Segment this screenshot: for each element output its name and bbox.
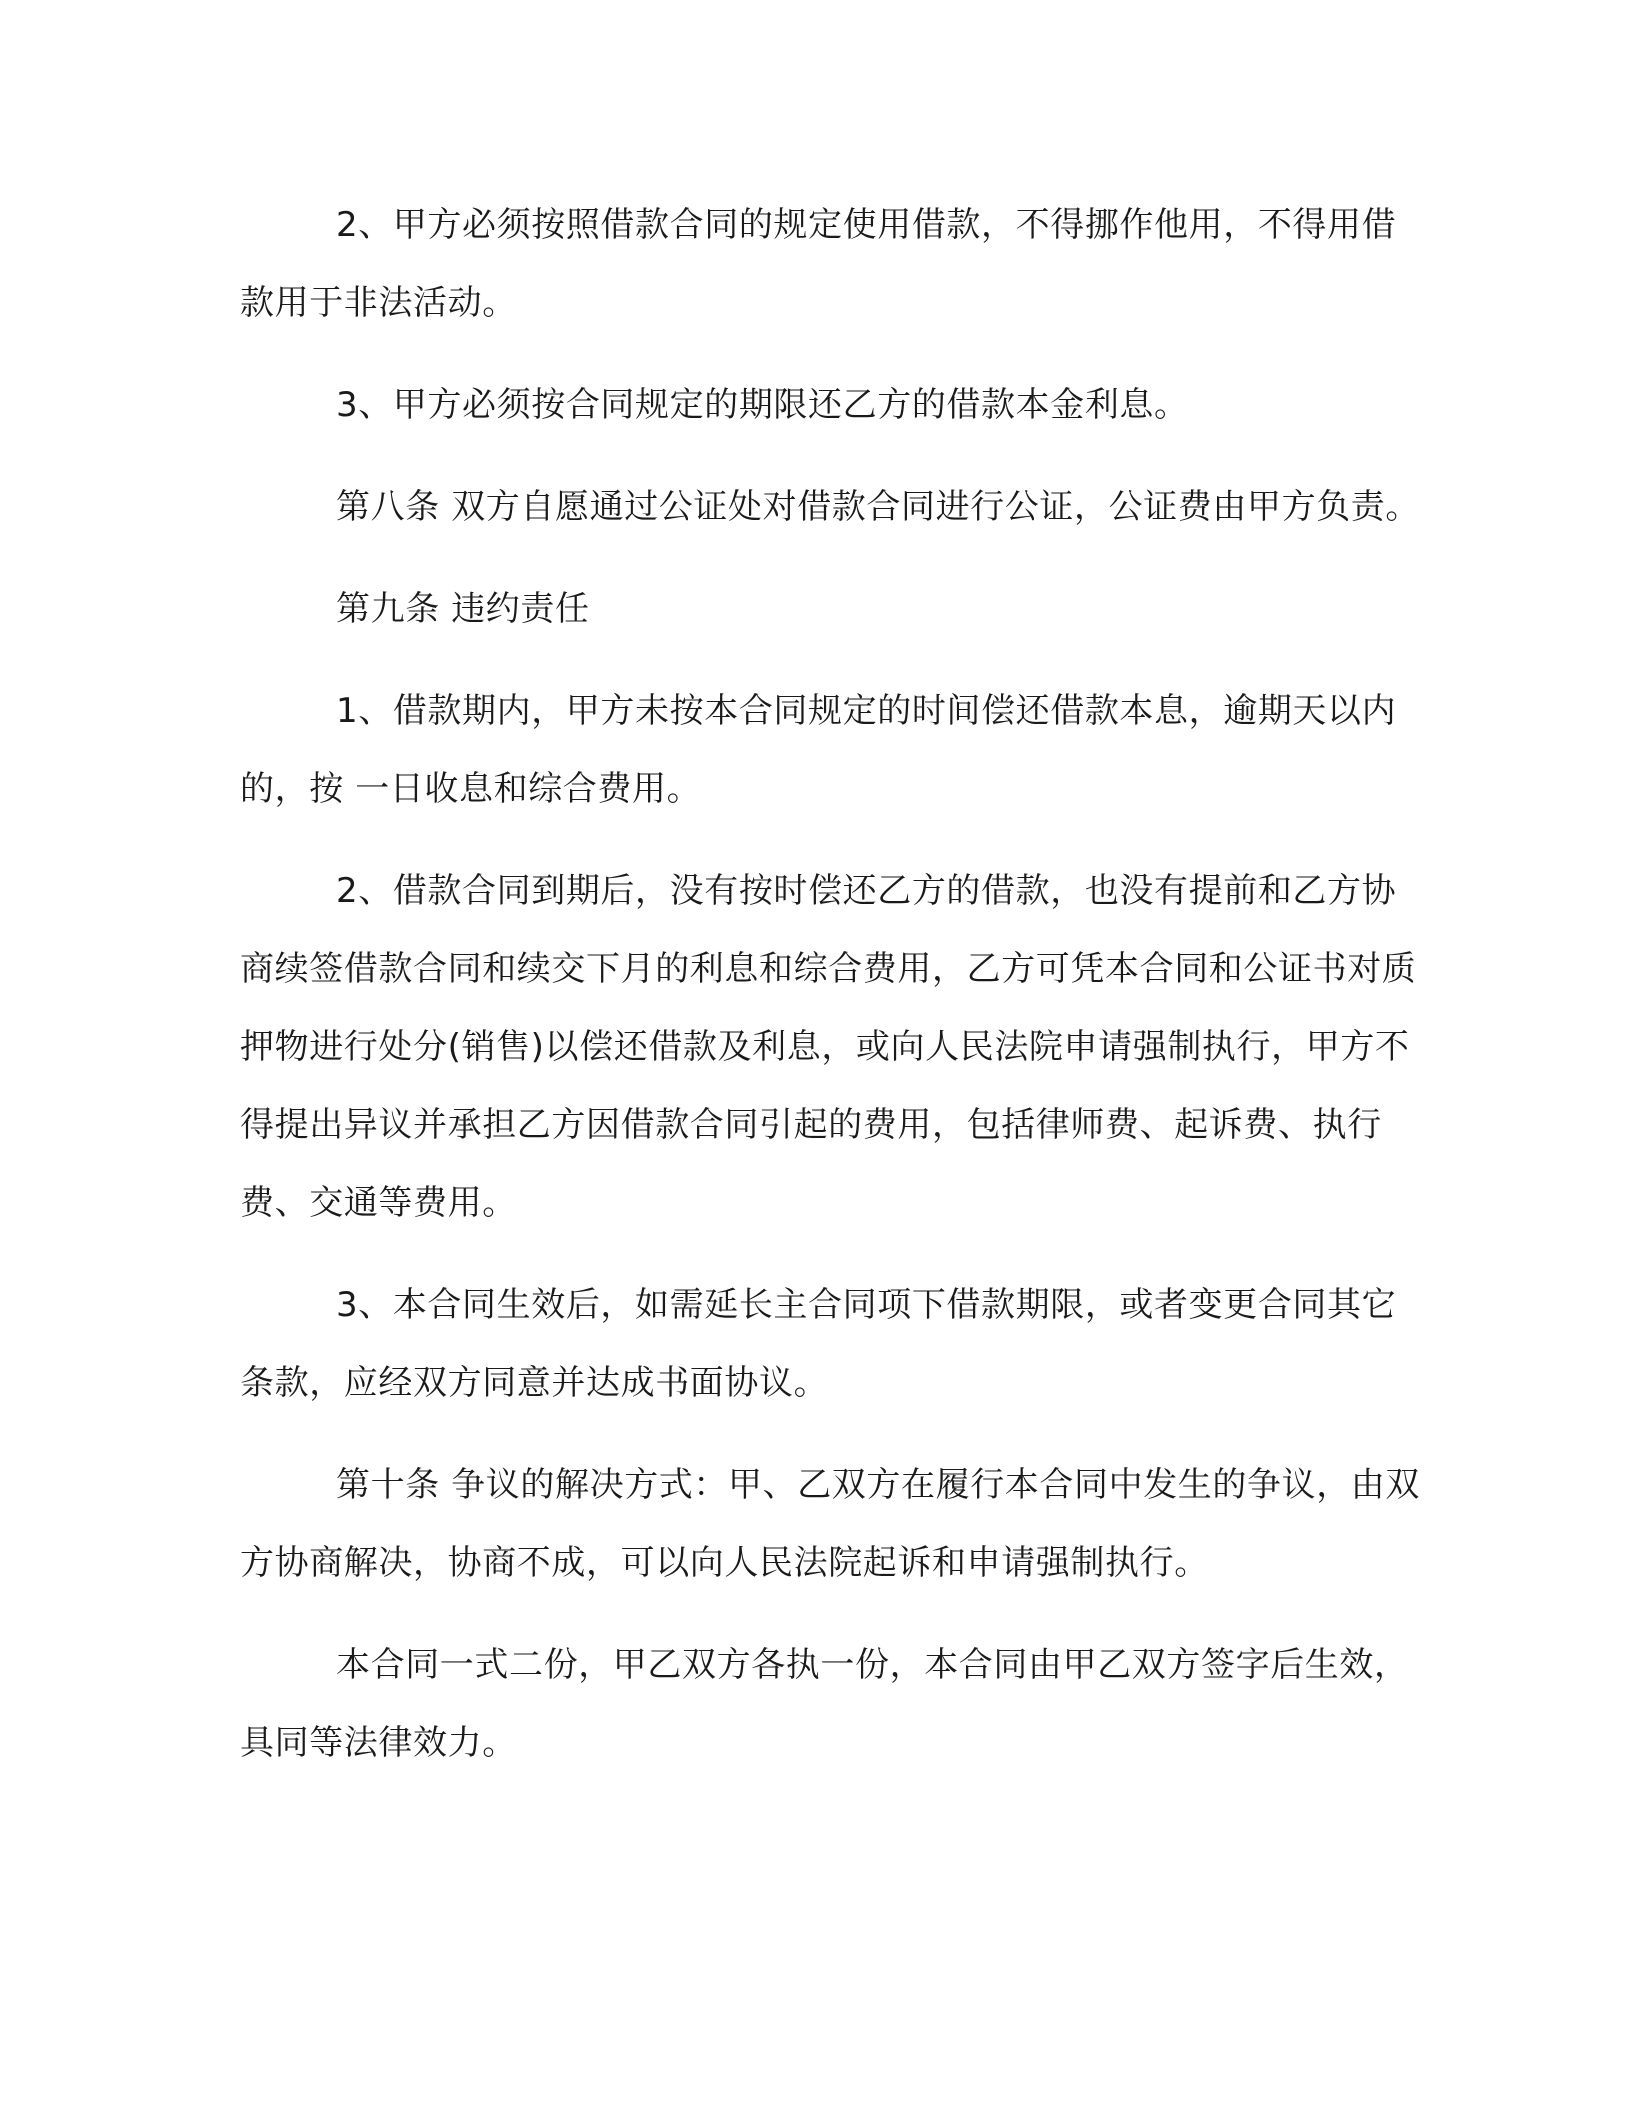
clause-9-item-1: 1、借款期内，甲方未按本合同规定的时间偿还借款本息，逾期天以内的，按 一日收息和综合费用。 bbox=[240, 691, 1397, 809]
clause-7-item-2: 2、甲方必须按照借款合同的规定使用借款，不得挪作他用，不得用借款用于非法活动。 bbox=[240, 205, 1397, 323]
clause-9-item-3: 3、本合同生效后，如需延长主合同项下借款期限，或者变更合同其它条款，应经双方同意并达成书面协议。 bbox=[240, 1285, 1397, 1403]
clause-9-heading: 第九条 违约责任 bbox=[336, 589, 590, 629]
clause-10: 第十条 争议的解决方式：甲、乙双方在履行本合同中发生的争议，由双方协商解决，协商不成，可以向人民法院起诉和申请强制执行。 bbox=[240, 1465, 1421, 1583]
clause-9-item-2: 2、借款合同到期后，没有按时偿还乙方的借款，也没有提前和乙方协商续签借款合同和续交下月的利息和综合费用，乙方可凭本合同和公证书对质押物进行处分(销售)以偿还借款及利息，或向人民法院申请强制执行，甲方不得提出异议并承担乙方因借款合同引起的费用，包括律师费、起诉费、执行费、交通等费用。 bbox=[240, 871, 1417, 1223]
document-body bbox=[240, 186, 1420, 1806]
clause-7-item-3: 3、甲方必须按合同规定的期限还乙方的借款本金利息。 bbox=[336, 385, 1189, 425]
clause-8: 第八条 双方自愿通过公证处对借款合同进行公证，公证费由甲方负责。 bbox=[336, 487, 1421, 527]
closing-paragraph: 本合同一式二份，甲乙双方各执一份，本合同由甲乙双方签字后生效，具同等法律效力。 bbox=[240, 1645, 1409, 1763]
